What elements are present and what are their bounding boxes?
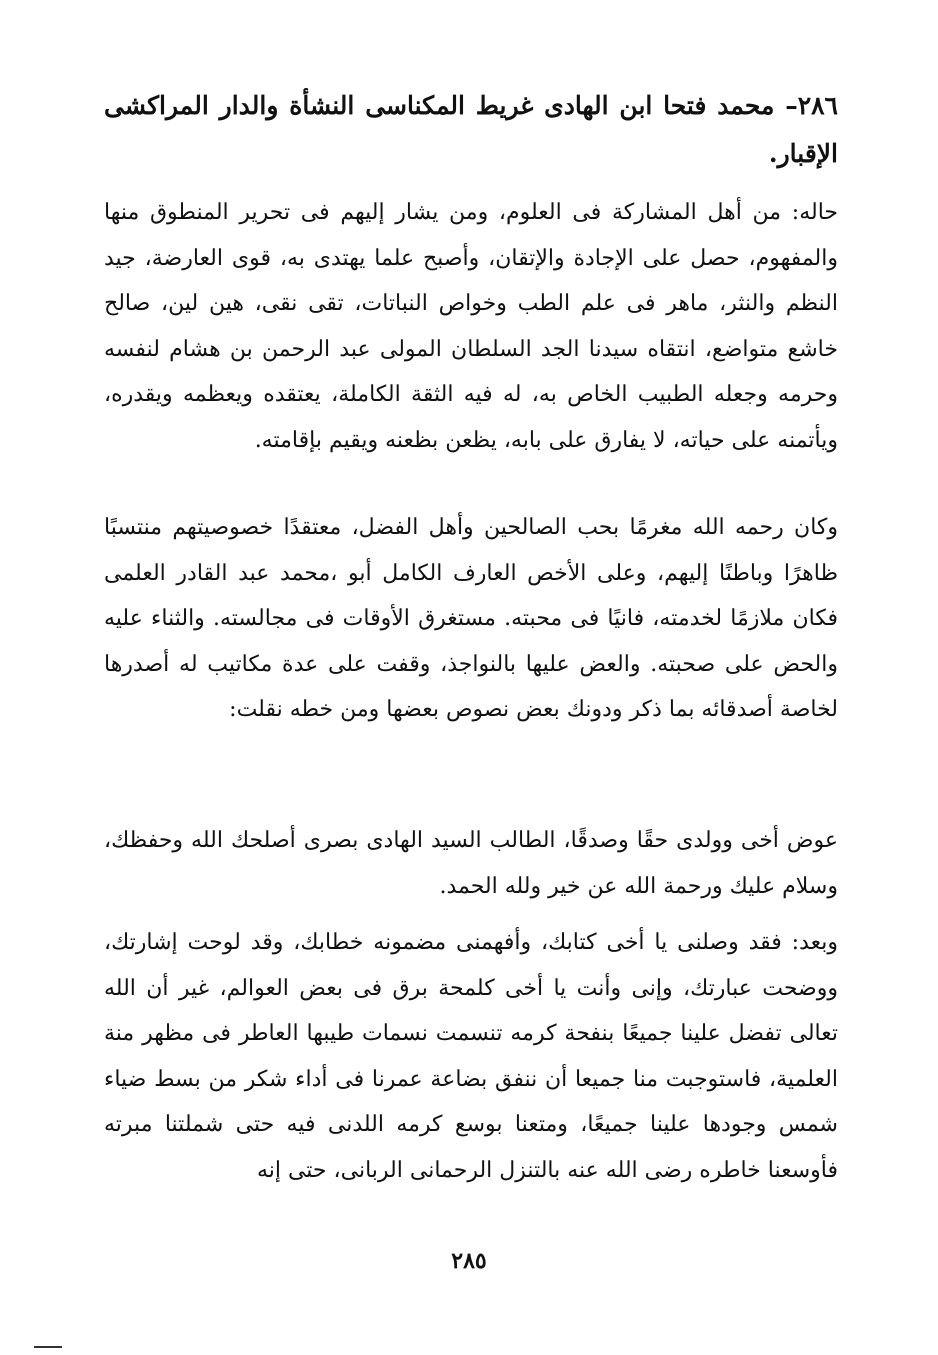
paragraph-letter-body: وبعد: فقد وصلنى يا أخى كتابك، وأفهمنى مضمونه خطابك، وقد لوحت إشارتك، ووضحت عبارتك، وإنى وأنت يا أخى كلمحة برق فى بعض العوالم، غير أن الله تعالى تفضل علينا جميعًا بنفحة كرمه تنسمت نسمات طيبها العاطر فى مظهر منة العلمية، فاستوجبت منا جميعا أن ننفق بضاعة عمرنا فى أداء شكر من بسط ضياء شمس وجودها علينا جميعًا، ومتعنا بوسع كرمه اللدنى فيه حتى شملتنا مبرته فأوسعنا خاطره رضى الله عنه بالتنزل الرحمانى الربانى، حتى إنه (104, 930, 838, 1183)
paragraph-devotion: وكان رحمه الله مغرمًا بحب الصالحين وأهل الفضل، معتقدًا خصوصيتهم منتسبًا ظاهرًا وباطنًا إليهم، وعلى الأخص العارف الكامل أبو ،محمد عبد القادر العلمى فكان ملازمًا لخدمته، فانيًا فى محبته. مستغرق الأوقات فى مجالسته. والثناء عليه والحض على صحبته. والعض عليها بالنواجذ، وقفت على عدة مكاتيب له أصدرها لخاصة أصدقائه بما ذكر ودونك بعض نصوص بعضها ومن خطه نقلت: (104, 515, 838, 722)
paragraph-letter-greeting: عوض أخى وولدى حقًا وصدقًا، الطالب السيد الهادى بصرى أصلحك الله وحفظك، وسلام عليك ورحمة الله عن خير ولله الحمد. (104, 828, 838, 899)
entry-heading: ٢٨٦– محمد فتحا ابن الهادى غريط المكناسى النشأة والدار المراكشى الإقبار. (104, 91, 838, 168)
page-number: ٢٨٥ (451, 1248, 487, 1274)
scan-mark (34, 1346, 62, 1348)
paragraph-biography: حاله: من أهل المشاركة فى العلوم، ومن يشار إليهم فى تحرير المنطوق منها والمفهوم، حصل على الإجادة والإتقان، وأصبح علما يهتدى به، قوى العارضة، جيد النظم والنثر، ماهر فى علم الطب وخواص النباتات، تقى نقى، هين لين، صالح خاشع متواضع، انتقاه سيدنا الجد السلطان المولى عبد الرحمن بن هشام لنفسه وحرمه وجعله الطبيب الخاص به، له فيه الثقة الكاملة، يعتقده ويعظمه ويقدره، ويأتمنه على حياته، لا يفارق على بابه، يظعن بظعنه ويقيم بإقامته. (104, 200, 838, 453)
